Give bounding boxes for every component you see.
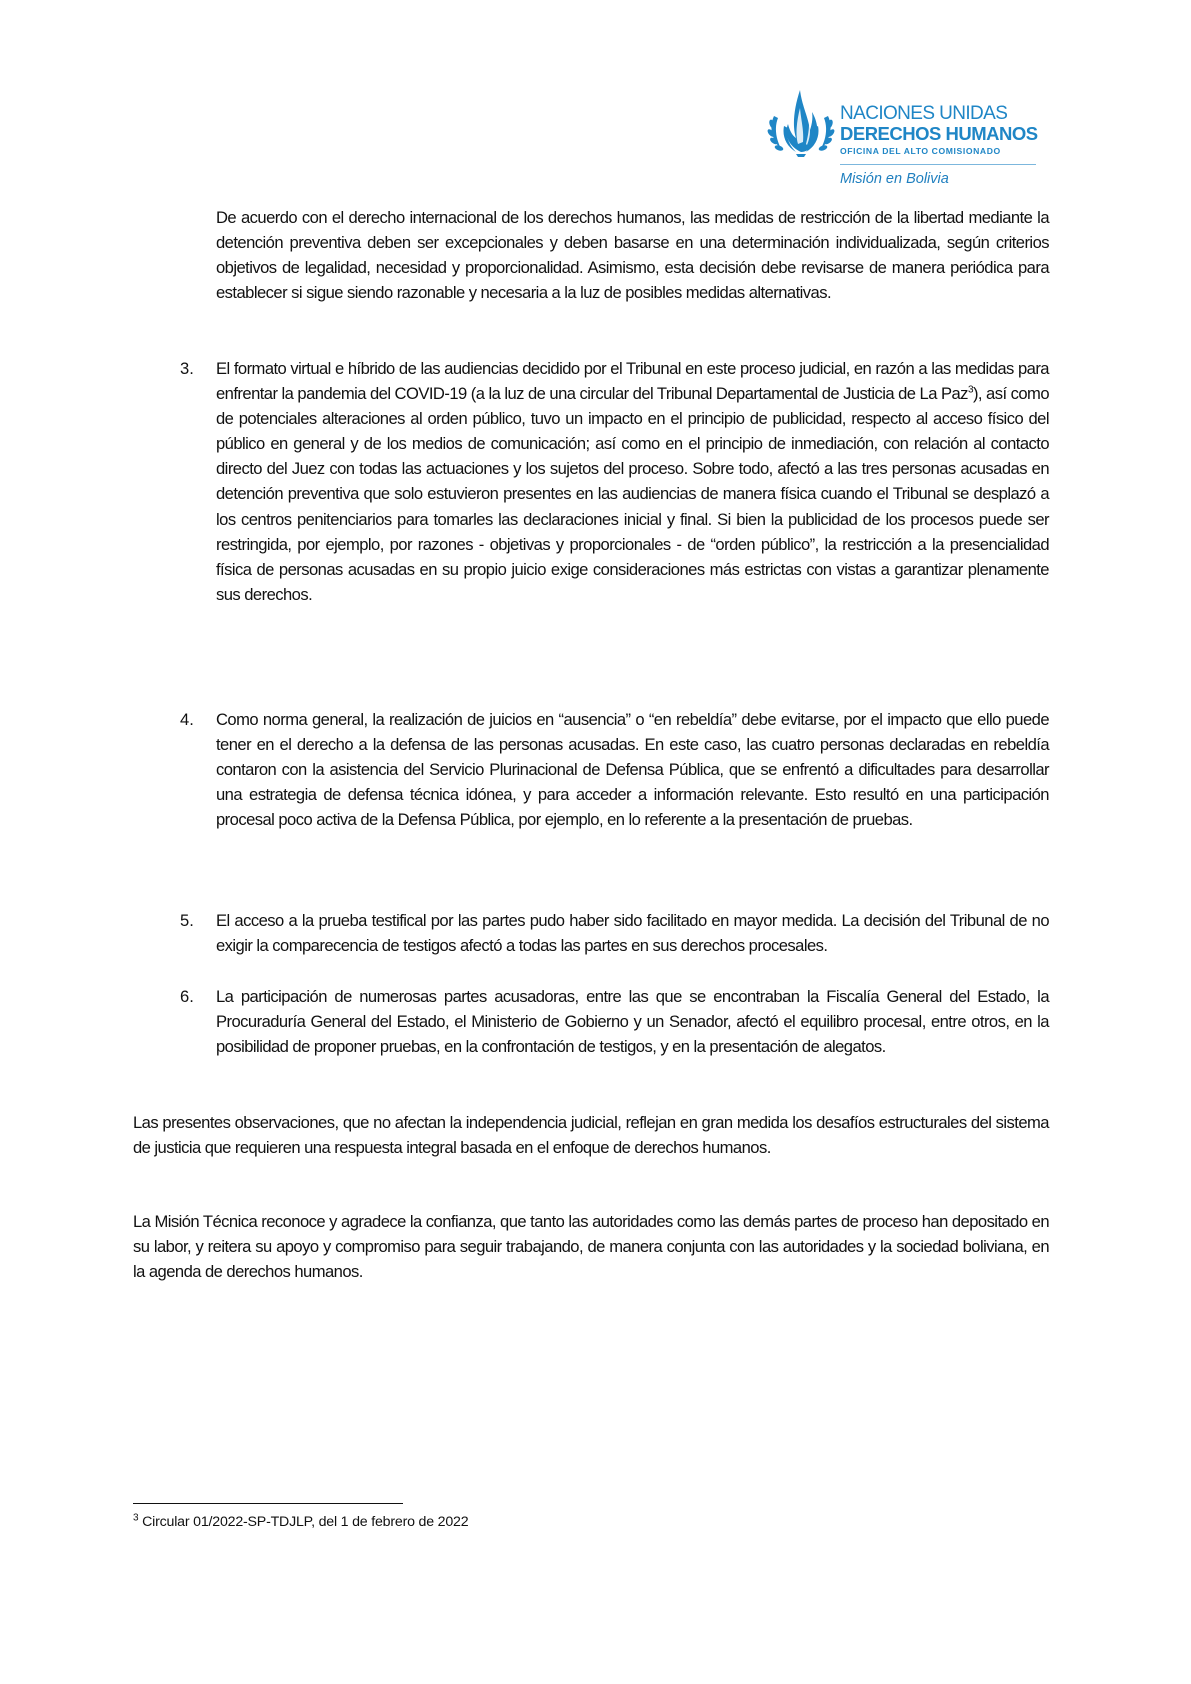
logo-divider <box>840 164 1036 165</box>
logo-line-mision: Misión en Bolivia <box>840 171 949 187</box>
closing-paragraph-1: Las presentes observaciones, que no afectan la independencia judicial, reflejan en gran medida los desafíos estructurales del sistema de justicia que requieren una respuesta integral basada en el enfoque de derechos humanos. <box>133 1113 1049 1158</box>
list-item-text: El formato virtual e híbrido de las audiencias decidido por el Tribunal en este proceso judicial, en razón a las medidas para enfrentar la pandemia del COVID-19 (a la luz de una circular del Tribunal Departamental de Justicia de La Paz <box>216 359 1049 404</box>
logo-text <box>840 104 1038 189</box>
logo-line-naciones-unidas: NACIONES UNIDAS <box>840 103 1008 124</box>
logo-line-oficina: OFICINA DEL ALTO COMISIONADO <box>840 146 1001 156</box>
list-item-6: La participación de numerosas partes acusadoras, entre las que se encontraban la Fiscalía General del Estado, la Procuraduría General del Estado, el Ministerio de Gobierno y un Senador, afectó el equilibro procesal, entre otros, en la posibilidad de proponer pruebas, en la confrontación de testigos, y en la presentación de alegatos. <box>216 987 1049 1057</box>
logo-line-derechos-humanos: DERECHOS HUMANOS <box>840 123 1038 144</box>
un-human-rights-flame-laurel-icon <box>766 86 836 158</box>
closing-paragraph-2: La Misión Técnica reconoce y agradece la confianza, que tanto las autoridades como las demás partes de proceso han depositado en su labor, y reitera su apoyo y compromiso para seguir trabajando, de manera conjunta con las autoridades y la sociedad boliviana, en la agenda de derechos humanos. <box>133 1212 1049 1282</box>
footnote-text: Circular 01/2022-SP-TDJLP, del 1 de febrero de 2022 <box>138 1514 469 1530</box>
list-item-5: El acceso a la prueba testifical por las partes pudo haber sido facilitado en mayor medida. La decisión del Tribunal de no exigir la comparecencia de testigos afectó a todas las partes en sus derechos procesales. <box>216 911 1049 956</box>
footnote-3 <box>133 1512 468 1532</box>
list-item-text: ), así como de potenciales alteraciones al orden público, tuvo un impacto en el principio de publicidad, respecto al acceso físico del público en general y de los medios de comunicación; así como en el principio de inmediación, con relación al contacto directo del Juez con todas las actuaciones y los sujetos del proceso. Sobre todo, afectó a las tres personas acusadas en detención preventiva que solo estuvieron presentes en las audiencias de manera física cuando el Tribunal se desplazó a los centros penitenciarios para tomarles las declaraciones inicial y final. Si bien la publicidad de los procesos puede ser restringida, por ejemplo, por razones - objetivas y proporcionales - de “orden público”, la restricción a la presencialidad física de personas acusadas en su propio juicio exige consideraciones más estrictas con vistas a garantizar plenamente sus derechos. <box>216 384 1049 604</box>
list-number: 4. <box>180 710 194 729</box>
list-number: 3. <box>180 359 194 378</box>
footnote-separator <box>133 1503 403 1504</box>
list-number: 5. <box>180 911 194 930</box>
intro-paragraph: De acuerdo con el derecho internacional de los derechos humanos, las medidas de restricción de la libertad mediante la detención preventiva deben ser excepcionales y deben basarse en una determinación individualizada, según criterios objetivos de legalidad, necesidad y proporcionalidad. Asimismo, esta decisión debe revisarse de manera periódica para establecer si sigue siendo razonable y necesaria a la luz de posibles medidas alternativas. <box>216 208 1049 303</box>
ohchr-logo <box>766 86 1066 196</box>
list-number: 6. <box>180 987 194 1006</box>
footnote-ref[interactable]: 3 <box>967 384 973 396</box>
list-item-4: Como norma general, la realización de juicios en “ausencia” o “en rebeldía” debe evitarse, por el impacto que ello puede tener en el derecho a la defensa de las personas acusadas. En este caso, las cuatro personas declaradas en rebeldía contaron con la asistencia del Servicio Plurinacional de Defensa Pública, que se enfrentó a dificultades para desarrollar una estrategia de defensa técnica idónea, y para acceder a información relevante. Esto resultó en una participación procesal poco activa de la Defensa Pública, por ejemplo, en lo referente a la presentación de pruebas. <box>216 710 1049 830</box>
list-item-3 <box>216 356 1049 607</box>
footnote-mark: 3 <box>133 1512 139 1524</box>
